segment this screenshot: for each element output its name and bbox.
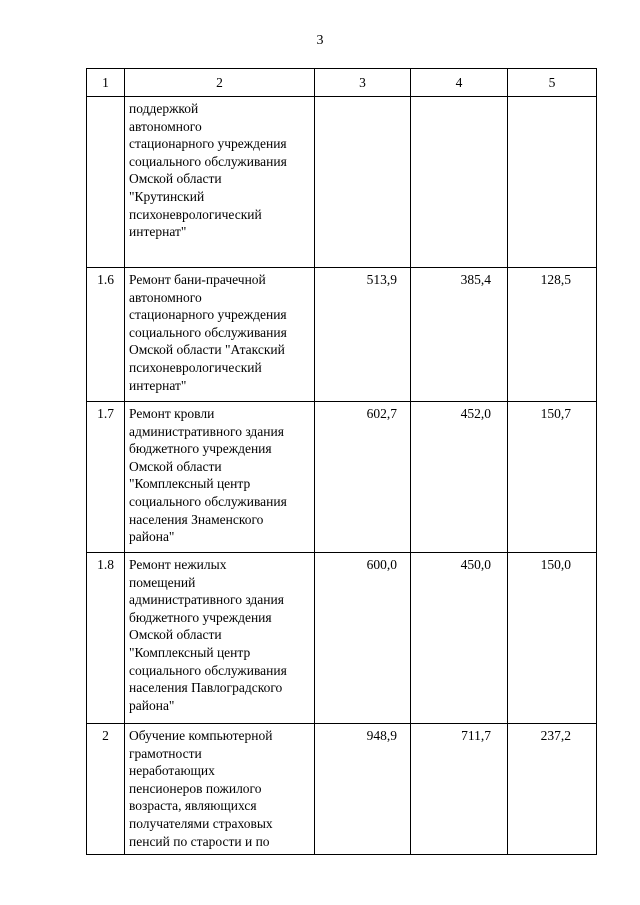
row-number: 1.6	[87, 268, 125, 402]
value-col3	[315, 553, 411, 724]
value-col3	[315, 97, 411, 268]
row-description	[125, 97, 315, 268]
description-text: Обучение компьютерной грамотности неработающих пенсионеров пожилого возраста, являющихся получателями страховых пенсий по старости и по	[129, 728, 273, 849]
value-text: 948,9	[366, 728, 397, 743]
row-number: 2	[87, 724, 125, 855]
header-cell: 3	[315, 69, 411, 97]
value-text: 385,4	[460, 272, 491, 287]
value-text: 237,2	[540, 728, 571, 743]
header-cell: 2	[125, 69, 315, 97]
description-text: Ремонт бани-прачечной автономного стационарного учреждения социального обслуживания Омской области "Атакский психоневрологический интернат"	[129, 272, 287, 393]
value-col4	[411, 402, 508, 553]
table-row	[87, 724, 597, 855]
row-description	[125, 402, 315, 553]
table-row	[87, 402, 597, 553]
value-col4	[411, 724, 508, 855]
value-text: 150,0	[540, 557, 571, 572]
value-text: 150,7	[540, 406, 571, 421]
value-text: 600,0	[366, 557, 397, 572]
value-text: 450,0	[460, 557, 491, 572]
description-text: Ремонт нежилых помещений административного здания бюджетного учреждения Омской области "Комплексный центр социального обслуживания населения Павлоградского района"	[129, 557, 287, 713]
header-cell: 5	[508, 69, 597, 97]
page-number: 3	[316, 33, 324, 48]
table-header-row	[87, 69, 597, 97]
value-col5	[508, 268, 597, 402]
value-text: 711,7	[461, 728, 491, 743]
description-text: Ремонт кровли административного здания бюджетного учреждения Омской области "Комплексный центр социального обслуживания населения Знаменского района"	[129, 406, 287, 545]
row-number: 1.8	[87, 553, 125, 724]
header-cell: 1	[87, 69, 125, 97]
value-col3	[315, 268, 411, 402]
row-description	[125, 724, 315, 855]
value-col5	[508, 402, 597, 553]
budget-table	[86, 68, 597, 855]
value-text: 128,5	[540, 272, 571, 287]
table-row	[87, 553, 597, 724]
value-text: 602,7	[366, 406, 397, 421]
table-row	[87, 97, 597, 268]
value-col3	[315, 402, 411, 553]
value-col4	[411, 268, 508, 402]
row-description	[125, 553, 315, 724]
value-text: 513,9	[366, 272, 397, 287]
value-col5	[508, 97, 597, 268]
value-text: 452,0	[460, 406, 491, 421]
table-row	[87, 268, 597, 402]
row-description	[125, 268, 315, 402]
value-col5	[508, 553, 597, 724]
description-text: поддержкой автономного стационарного учреждения социального обслуживания Омской области "Крутинский психоневрологический интернат"	[129, 101, 287, 240]
value-col4	[411, 553, 508, 724]
value-col3	[315, 724, 411, 855]
value-col5	[508, 724, 597, 855]
row-number	[87, 97, 125, 268]
row-number: 1.7	[87, 402, 125, 553]
header-cell: 4	[411, 69, 508, 97]
value-col4	[411, 97, 508, 268]
